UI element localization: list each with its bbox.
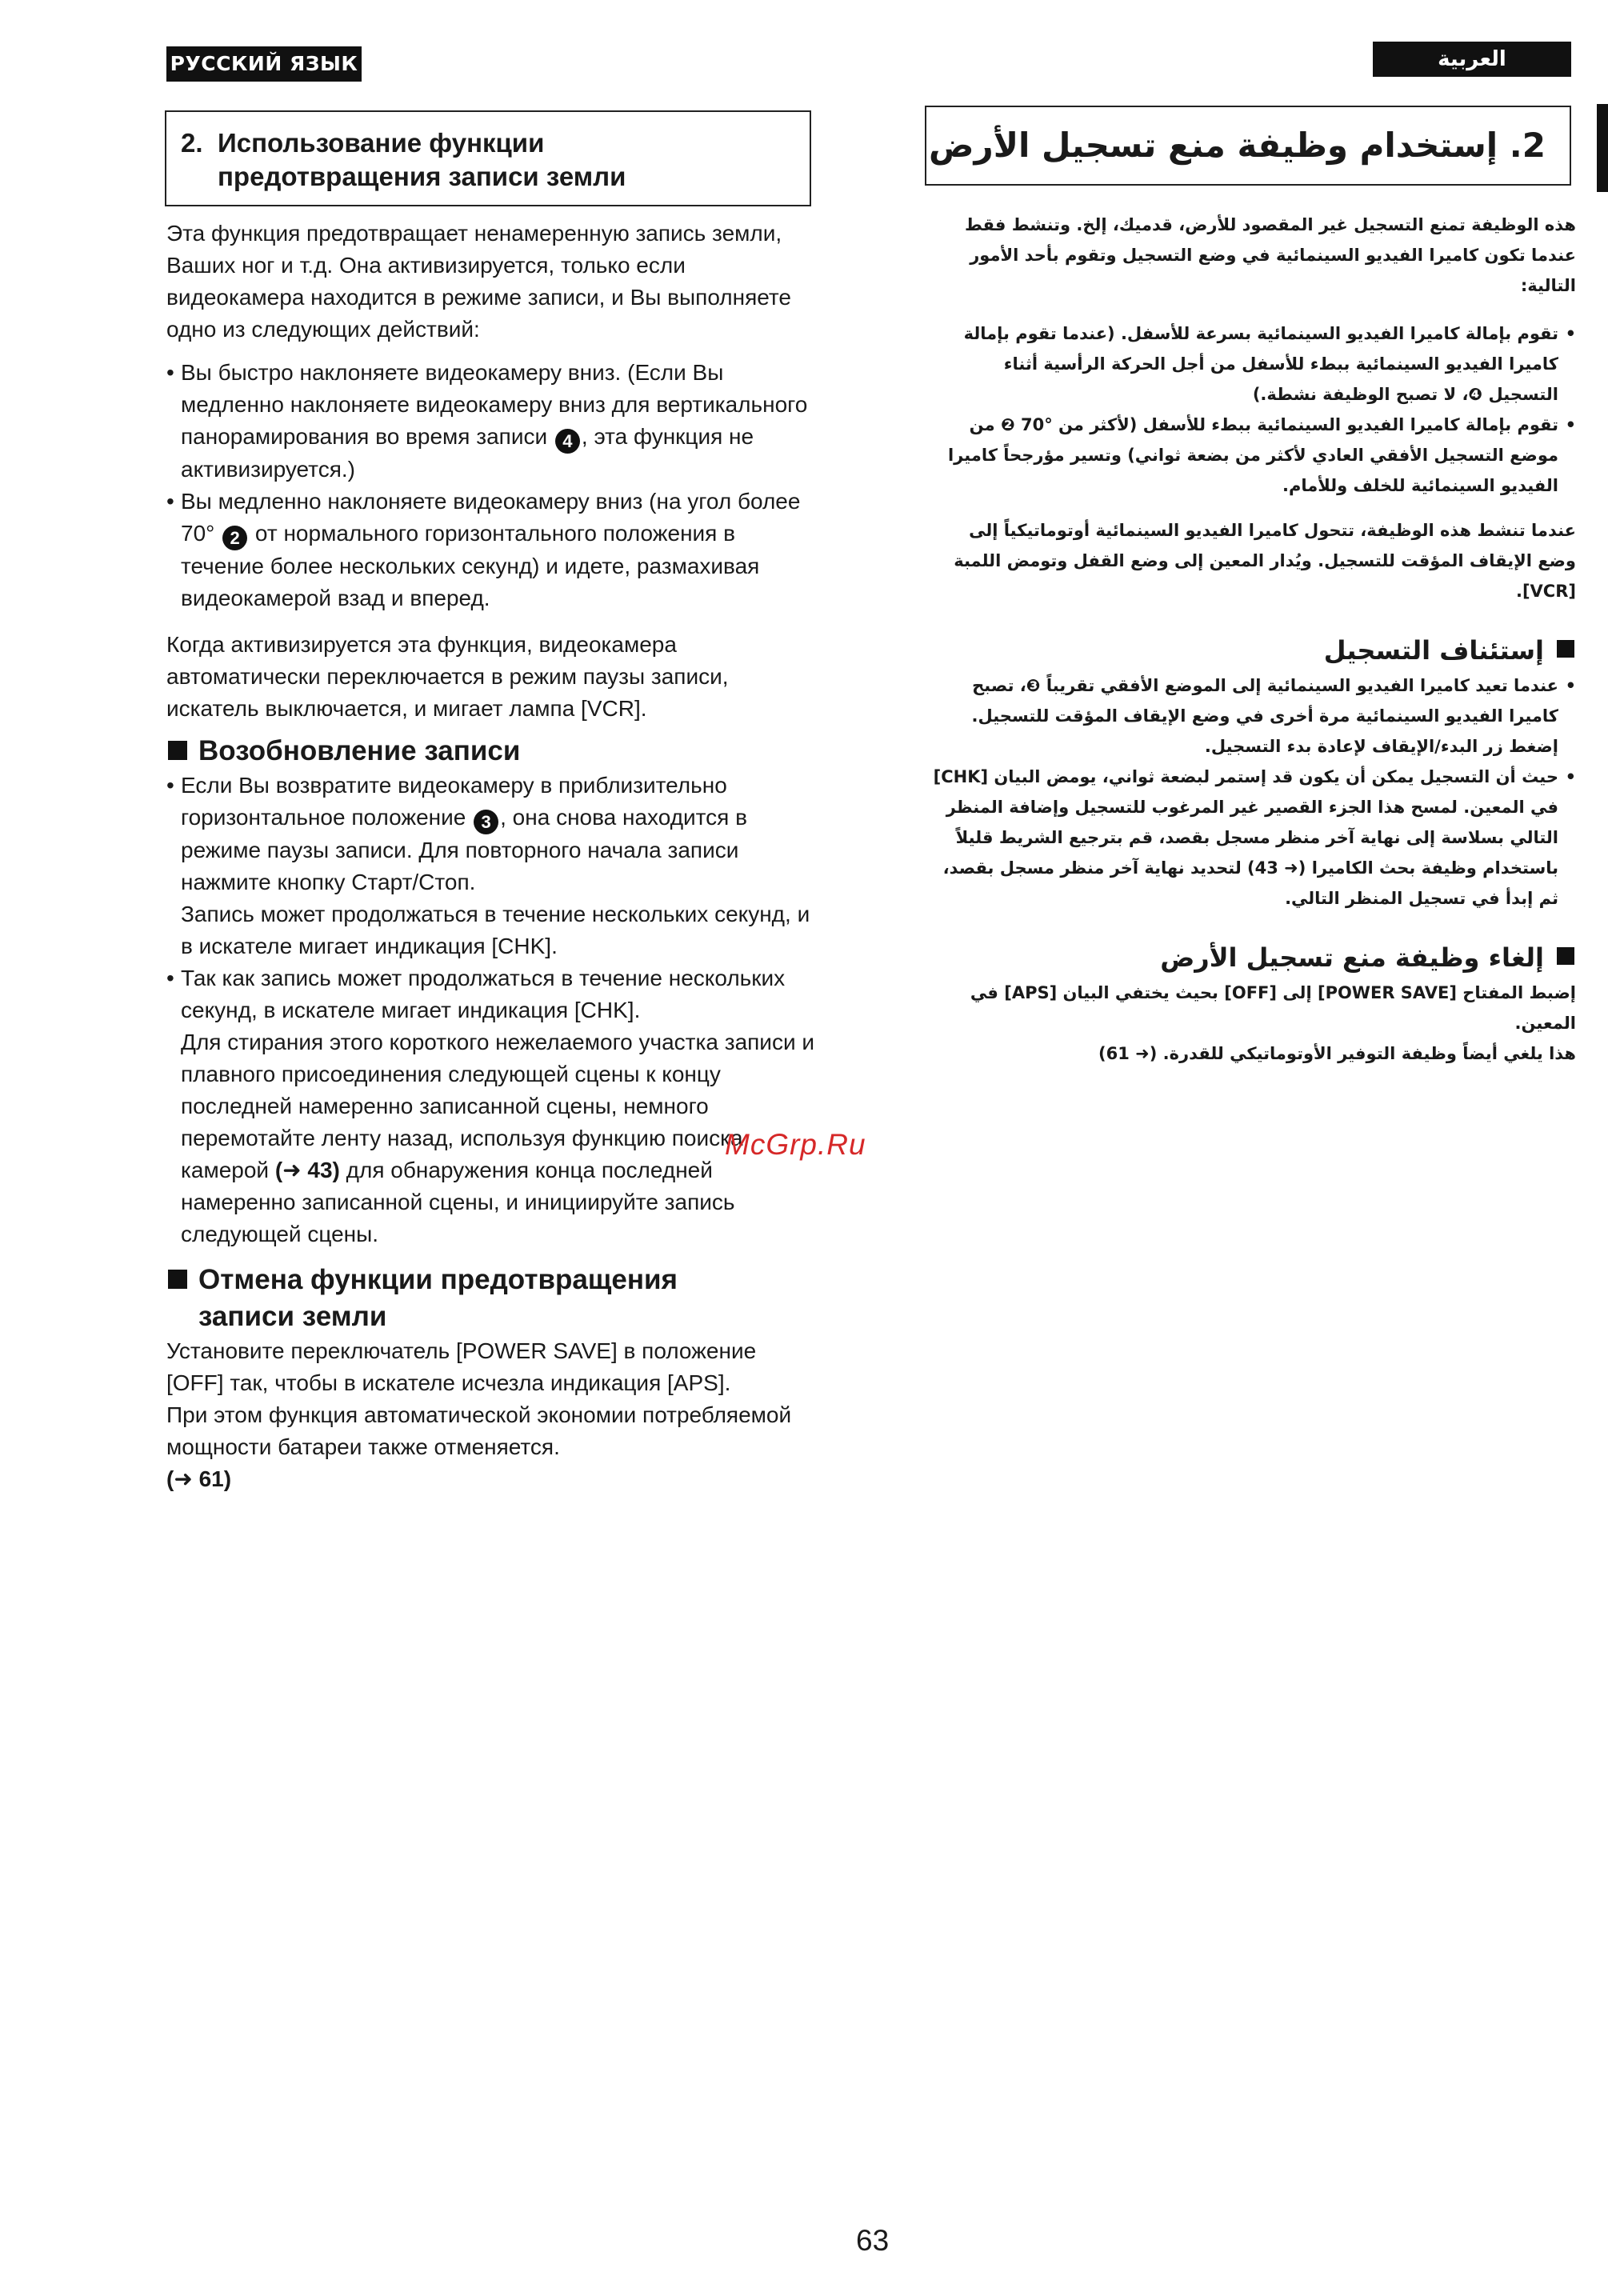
circled-number: 3 — [474, 810, 498, 834]
intro-paragraph: Эта функция предотвращает ненамеренную запись земли, Ваших ног и т.д. Она активизируется, только если видеокамера находится в режиме записи, и Вы выполняете одно из следующих действий: — [166, 221, 791, 342]
section-title-line2: предотвращения записи земли — [218, 162, 626, 191]
bullet-text: Так как запись может продолжаться в течение нескольких секунд, в искателе мигает индикация [CHK]. — [181, 966, 786, 1022]
circled-number: 4 — [555, 429, 580, 454]
russian-column — [166, 218, 814, 1495]
list-item: • تقوم بإمالة كاميرا الفيديو السينمائية ببطء للأسفل (لأكثر من °70 ❷ من موضع التسجيل الأفقي العادي لأكثر من بضعة ثواني) وتسير مؤرجحاً كاميرا الفيديو السينمائية للخلف وللأمام. — [947, 415, 1576, 495]
watermark: McGrp.Ru — [725, 1128, 866, 1161]
bullet-text: Вы быстро наклоняете видеокамеру вниз. (Если Вы медленно наклоняете видеокамеру вниз для вертикального панорамирования во время записи — [181, 360, 808, 449]
bullet-text-end: , она снова находится в режиме паузы записи. Для повторного начала записи нажмите кнопку Старт/Стоп. — [181, 805, 747, 894]
bullet-note: Для стирания этого короткого нежелаемого участка записи и плавного присоединения следующей сцены к концу последней намеренно записанной сцены, немного перемотайте ленту назад, используя функцию поиска камерой (➜ 43) для обнаружения конца последней намеренно записанной сцены, и инициируйте запись следующей сцены. — [181, 1030, 814, 1246]
bullet-text-end: , эта функция не активизируется.) — [181, 424, 754, 482]
bullet-text: Вы медленно наклоняете видеокамеру вниз (на угол более 70° — [181, 489, 801, 546]
page-reference: (➜ 43) — [274, 1158, 340, 1182]
list-item: • Если Вы возвратите видеокамеру в приблизительно горизонтальное положение 3 , она снова находится в режиме паузы записи. Для повторного начала записи нажмите кнопку Старт/Стоп. — [166, 773, 747, 894]
russian-section-title — [165, 110, 811, 206]
page-number: 63 — [856, 2224, 890, 2257]
list-item: • عندما تعيد كاميرا الفيديو السينمائية إلى الموضع الأفقي تقريباً ❸، تصبح كاميرا الفيديو السينمائية مرة أخرى في وضع الإيقاف المؤقت للتسجيل. إضغط زر البدء/الإيقاف لإعادة بدء التسجيل. — [971, 676, 1576, 756]
activation-paragraph: Когда активизируется эта функция, видеокамера автоматически переключается в режим паузы записи, искатель выключается, и мигает лампа [VCR]. — [166, 632, 729, 721]
arabic-cancel-text-2: هذا يلغي أيضاً وظيفة التوفير الأوتوماتيكي للقدرة. (➜ 61) — [1098, 1044, 1576, 1063]
arabic-resume-heading: إستئناف التسجيل — [928, 630, 1576, 670]
arabic-column — [928, 210, 1576, 1069]
page-edge-marker — [1597, 104, 1608, 192]
list-item: • Вы медленно наклоняете видеокамеру вниз (на угол более 70° 2 от нормального горизонтального положения в течение более нескольких секунд) и идете, размахивая видеокамерой взад и вперед. — [166, 489, 801, 610]
section-number: 2. — [181, 128, 203, 158]
page-reference: (➜ 61) — [166, 1466, 232, 1491]
arabic-section-title: 2. إستخدام وظيفة منع تسجيل الأرض — [925, 106, 1571, 186]
circled-number: 2 — [222, 526, 247, 550]
cancel-heading: Отмена функции предотвращения записи земли — [166, 1262, 814, 1335]
arabic-cancel-text: إضبط المفتاح [POWER SAVE] إلى [OFF] بحيث يختفي البيان [APS] في المعين. — [970, 983, 1576, 1033]
arabic-cancel-heading: إلغاء وظيفة منع تسجيل الأرض — [928, 938, 1576, 978]
language-tab-russian: РУССКИЙ ЯЗЫК — [166, 46, 362, 82]
list-item: • حيث أن التسجيل يمكن أن يكون قد إستمر لبضعة ثواني، يومض البيان [CHK] في المعين. لمسح هذا الجزء القصير غير المرغوب للتسجيل وإضافة المنظر التالي بسلاسة إلى نهاية آخر منظر مسجل بقصد، قم بترجيع الشريط قليلاً باستخدام وظيفة بحث الكاميرا (➜ 43) لتحديد نهاية آخر منظر مسجل بقصد، ثم إبدأ في تسجيل المنظر التالي. — [933, 767, 1576, 908]
arabic-activation: عندما تنشط هذه الوظيفة، تتحول كاميرا الفيديو السينمائية أوتوماتيكياً إلى وضع الإيقاف المؤقت للتسجيل. ويُدار المعين إلى وضع القفل وتومض اللمبة [VCR]. — [954, 521, 1576, 601]
list-item: • تقوم بإمالة كاميرا الفيديو السينمائية بسرعة للأسفل. (عندما تقوم بإمالة كاميرا الفيديو السينمائية ببطء للأسفل من أجل الحركة الرأسية أثناء التسجيل ❹، لا تصبح الوظيفة نشطة.) — [963, 324, 1576, 404]
section-title-line1: Использование функции — [218, 128, 545, 158]
list-item: • Вы быстро наклоняете видеокамеру вниз. (Если Вы медленно наклоняете видеокамеру вниз для вертикального панорамирования во время записи 4 , эта функция не активизируется.) — [166, 360, 808, 482]
bullet-text: Если Вы возвратите видеокамеру в приблизительно горизонтальное положение — [181, 773, 727, 830]
bullet-text-end: от нормального горизонтального положения в течение более нескольких секунд) и идете, размахивая видеокамерой взад и вперед. — [181, 521, 760, 610]
list-item: • Так как запись может продолжаться в течение нескольких секунд, в искателе мигает индикация [CHK]. — [166, 966, 786, 1022]
bullet-note: Запись может продолжаться в течение нескольких секунд, и в искателе мигает индикация [CHK]. — [181, 902, 810, 958]
language-tab-arabic: العربية — [1373, 42, 1571, 77]
cancel-paragraph-2: При этом функция автоматической экономии потребляемой мощности батареи также отменяется. — [166, 1402, 792, 1459]
resume-heading: Возобновление записи — [166, 733, 814, 770]
cancel-paragraph: Установите переключатель [POWER SAVE] в положение [OFF] так, чтобы в искателе исчезла индикация [APS]. — [166, 1338, 757, 1395]
arabic-intro: هذه الوظيفة تمنع التسجيل غير المقصود للأرض، قدميك، إلخ. وتنشط فقط عندما تكون كاميرا الفيديو السينمائية في وضع التسجيل وتقوم بأحد الأمور التالية: — [965, 215, 1576, 295]
